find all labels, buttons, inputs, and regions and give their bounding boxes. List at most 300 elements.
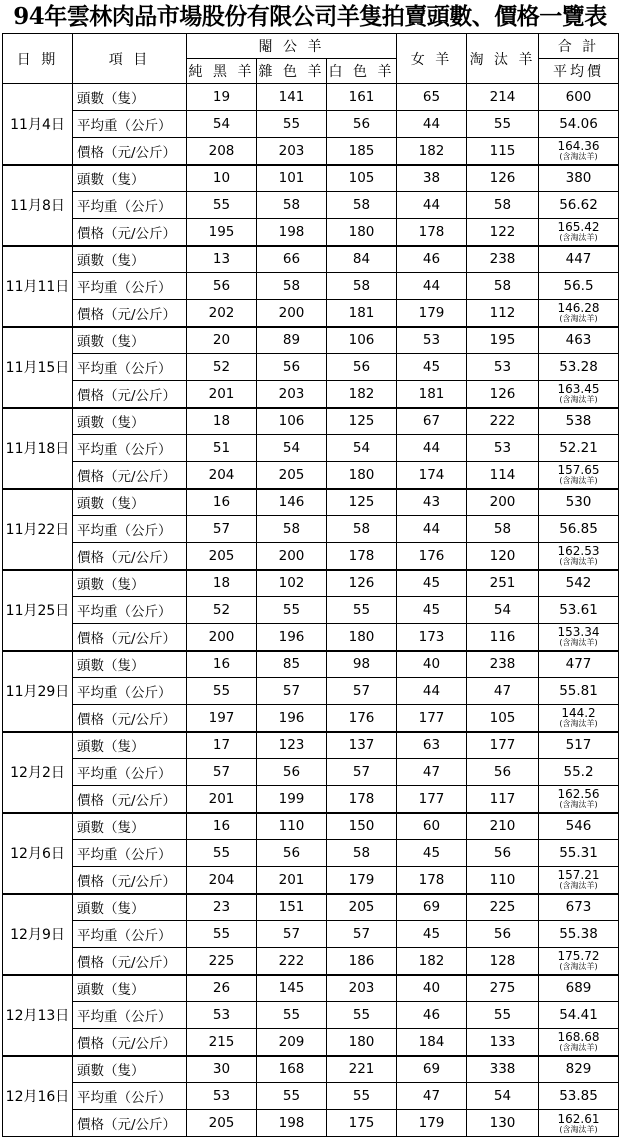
value-cell: 16 (187, 489, 257, 516)
value-cell: 177 (467, 732, 539, 759)
row-label: 頭數（隻） (73, 246, 187, 273)
value-cell: 201 (257, 867, 327, 894)
table-row (3, 597, 619, 624)
table-row (3, 1002, 619, 1029)
value-cell: 182 (397, 138, 467, 165)
value-cell: 30 (187, 1056, 257, 1083)
table-row (3, 543, 619, 570)
value-cell: 98 (327, 651, 397, 678)
value-cell: 38 (397, 165, 467, 192)
table-row (3, 138, 619, 165)
row-label: 平均重（公斤） (73, 759, 187, 786)
value-cell: 200 (467, 489, 539, 516)
table-row (3, 624, 619, 651)
total-price-note: (含淘汰羊) (559, 152, 598, 162)
value-cell: 43 (397, 489, 467, 516)
value-cell: 176 (397, 543, 467, 570)
row-label: 頭數（隻） (73, 327, 187, 354)
table-row (3, 327, 619, 354)
value-cell: 69 (397, 894, 467, 921)
value-cell: 195 (467, 327, 539, 354)
header-ram-group: 閹 公 羊 (187, 34, 397, 59)
value-cell: 673 (539, 894, 619, 921)
value-cell: 530 (539, 489, 619, 516)
value-cell: 56 (327, 354, 397, 381)
value-cell: 179 (397, 1110, 467, 1137)
value-cell: 177 (397, 786, 467, 813)
value-cell: 141 (257, 84, 327, 111)
row-label: 價格（元/公斤） (73, 786, 187, 813)
row-label: 平均重（公斤） (73, 597, 187, 624)
table-row (3, 732, 619, 759)
header-white: 白 色 羊 (327, 59, 397, 84)
value-cell: 196 (257, 624, 327, 651)
total-price-value: 162.61 (557, 1111, 600, 1126)
value-cell: 106 (327, 327, 397, 354)
total-price-note: (含淘汰羊) (559, 395, 598, 405)
value-cell: 52 (187, 354, 257, 381)
date-cell: 11月15日 (3, 327, 73, 408)
value-cell: 200 (187, 624, 257, 651)
total-price-cell (539, 543, 619, 570)
table-row (3, 516, 619, 543)
total-price-note: (含淘汰羊) (559, 1043, 598, 1053)
row-label: 平均重（公斤） (73, 273, 187, 300)
row-label: 平均重（公斤） (73, 678, 187, 705)
value-cell: 52 (187, 597, 257, 624)
value-cell: 45 (397, 570, 467, 597)
value-cell: 56 (467, 921, 539, 948)
total-price-value: 144.2 (561, 706, 596, 721)
value-cell: 380 (539, 165, 619, 192)
value-cell: 46 (397, 1002, 467, 1029)
value-cell: 55 (257, 111, 327, 138)
value-cell: 542 (539, 570, 619, 597)
value-cell: 209 (257, 1029, 327, 1056)
total-price-note: (含淘汰羊) (559, 476, 598, 486)
value-cell: 58 (257, 192, 327, 219)
value-cell: 180 (327, 1029, 397, 1056)
value-cell: 56 (327, 111, 397, 138)
value-cell: 67 (397, 408, 467, 435)
table-row (3, 894, 619, 921)
value-cell: 122 (467, 219, 539, 246)
value-cell: 57 (327, 678, 397, 705)
value-cell: 126 (467, 165, 539, 192)
value-cell: 180 (327, 624, 397, 651)
value-cell: 463 (539, 327, 619, 354)
value-cell: 123 (257, 732, 327, 759)
value-cell: 63 (397, 732, 467, 759)
table-row (3, 1110, 619, 1137)
value-cell: 116 (467, 624, 539, 651)
total-price-cell (539, 138, 619, 165)
row-label: 價格（元/公斤） (73, 462, 187, 489)
value-cell: 55 (187, 678, 257, 705)
value-cell: 55 (257, 597, 327, 624)
value-cell: 40 (397, 651, 467, 678)
value-cell: 54.41 (539, 1002, 619, 1029)
value-cell: 45 (397, 597, 467, 624)
value-cell: 18 (187, 408, 257, 435)
value-cell: 110 (467, 867, 539, 894)
value-cell: 17 (187, 732, 257, 759)
table-row (3, 111, 619, 138)
value-cell: 214 (467, 84, 539, 111)
total-price-value: 164.36 (557, 139, 600, 154)
value-cell: 205 (327, 894, 397, 921)
row-label: 價格（元/公斤） (73, 219, 187, 246)
value-cell: 45 (397, 840, 467, 867)
row-label: 價格（元/公斤） (73, 138, 187, 165)
value-cell: 182 (397, 948, 467, 975)
value-cell: 150 (327, 813, 397, 840)
value-cell: 137 (327, 732, 397, 759)
value-cell: 178 (397, 219, 467, 246)
value-cell: 200 (257, 300, 327, 327)
value-cell: 128 (467, 948, 539, 975)
header-pure-black: 純 黑 羊 (187, 59, 257, 84)
value-cell: 203 (327, 975, 397, 1002)
table-header (3, 34, 619, 84)
table-row (3, 1083, 619, 1110)
date-cell: 12月6日 (3, 813, 73, 894)
row-label: 平均重（公斤） (73, 192, 187, 219)
table-row (3, 813, 619, 840)
value-cell: 56 (187, 273, 257, 300)
value-cell: 180 (327, 219, 397, 246)
value-cell: 58 (327, 840, 397, 867)
total-price-note: (含淘汰羊) (559, 233, 598, 243)
row-label: 平均重（公斤） (73, 921, 187, 948)
value-cell: 55 (467, 111, 539, 138)
value-cell: 161 (327, 84, 397, 111)
value-cell: 57 (187, 516, 257, 543)
value-cell: 44 (397, 273, 467, 300)
value-cell: 58 (327, 273, 397, 300)
table-row (3, 192, 619, 219)
total-price-note: (含淘汰羊) (559, 638, 598, 648)
value-cell: 197 (187, 705, 257, 732)
value-cell: 19 (187, 84, 257, 111)
value-cell: 517 (539, 732, 619, 759)
value-cell: 56 (257, 759, 327, 786)
row-label: 平均重（公斤） (73, 840, 187, 867)
value-cell: 84 (327, 246, 397, 273)
table-row (3, 246, 619, 273)
value-cell: 53.85 (539, 1083, 619, 1110)
value-cell: 10 (187, 165, 257, 192)
total-price-note: (含淘汰羊) (559, 962, 598, 972)
value-cell: 221 (327, 1056, 397, 1083)
value-cell: 145 (257, 975, 327, 1002)
total-price-value: 163.45 (557, 382, 600, 397)
value-cell: 53.61 (539, 597, 619, 624)
table-row (3, 678, 619, 705)
table-row (3, 651, 619, 678)
table-row (3, 840, 619, 867)
table-row (3, 219, 619, 246)
date-cell: 11月25日 (3, 570, 73, 651)
table-row (3, 921, 619, 948)
value-cell: 151 (257, 894, 327, 921)
value-cell: 55 (187, 921, 257, 948)
value-cell: 55 (327, 1002, 397, 1029)
value-cell: 45 (397, 354, 467, 381)
value-cell: 338 (467, 1056, 539, 1083)
value-cell: 44 (397, 678, 467, 705)
value-cell: 181 (397, 381, 467, 408)
value-cell: 204 (187, 867, 257, 894)
value-cell: 110 (257, 813, 327, 840)
page-title: 94年雲林肉品市場股份有限公司羊隻拍賣頭數、價格一覽表 (13, 3, 607, 30)
row-label: 頭數（隻） (73, 651, 187, 678)
value-cell: 175 (327, 1110, 397, 1137)
header-culled: 淘 汰 羊 (467, 34, 539, 84)
value-cell: 58 (467, 516, 539, 543)
value-cell: 173 (397, 624, 467, 651)
value-cell: 196 (257, 705, 327, 732)
table-row (3, 1029, 619, 1056)
value-cell: 275 (467, 975, 539, 1002)
value-cell: 56 (257, 840, 327, 867)
header-avg-price: 平均價 (539, 59, 619, 84)
value-cell: 85 (257, 651, 327, 678)
value-cell: 13 (187, 246, 257, 273)
value-cell: 600 (539, 84, 619, 111)
total-price-cell (539, 1029, 619, 1056)
value-cell: 60 (397, 813, 467, 840)
total-price-cell (539, 1110, 619, 1137)
header-female: 女 羊 (397, 34, 467, 84)
value-cell: 55 (327, 597, 397, 624)
value-cell: 201 (187, 786, 257, 813)
total-price-value: 157.65 (557, 463, 600, 478)
value-cell: 447 (539, 246, 619, 273)
row-label: 平均重（公斤） (73, 111, 187, 138)
total-price-value: 153.34 (557, 625, 600, 640)
value-cell: 54 (467, 597, 539, 624)
value-cell: 54 (257, 435, 327, 462)
row-label: 價格（元/公斤） (73, 624, 187, 651)
value-cell: 101 (257, 165, 327, 192)
table-row (3, 1056, 619, 1083)
row-label: 價格（元/公斤） (73, 381, 187, 408)
header-date: 日 期 (3, 34, 73, 84)
value-cell: 251 (467, 570, 539, 597)
value-cell: 56.5 (539, 273, 619, 300)
value-cell: 16 (187, 813, 257, 840)
value-cell: 202 (187, 300, 257, 327)
value-cell: 126 (327, 570, 397, 597)
table-row (3, 84, 619, 111)
value-cell: 55.2 (539, 759, 619, 786)
value-cell: 538 (539, 408, 619, 435)
table-row (3, 948, 619, 975)
value-cell: 23 (187, 894, 257, 921)
value-cell: 114 (467, 462, 539, 489)
row-label: 頭數（隻） (73, 1056, 187, 1083)
value-cell: 120 (467, 543, 539, 570)
value-cell: 52.21 (539, 435, 619, 462)
total-price-cell (539, 705, 619, 732)
value-cell: 179 (327, 867, 397, 894)
value-cell: 45 (397, 921, 467, 948)
date-cell: 11月11日 (3, 246, 73, 327)
value-cell: 54.06 (539, 111, 619, 138)
value-cell: 205 (187, 1110, 257, 1137)
row-label: 平均重（公斤） (73, 435, 187, 462)
total-price-cell (539, 786, 619, 813)
table-row (3, 489, 619, 516)
value-cell: 55.31 (539, 840, 619, 867)
total-price-value: 165.42 (557, 220, 600, 235)
value-cell: 222 (467, 408, 539, 435)
row-label: 價格（元/公斤） (73, 300, 187, 327)
row-label: 頭數（隻） (73, 732, 187, 759)
date-cell: 11月18日 (3, 408, 73, 489)
row-label: 頭數（隻） (73, 408, 187, 435)
value-cell: 56 (467, 759, 539, 786)
value-cell: 225 (187, 948, 257, 975)
value-cell: 57 (327, 921, 397, 948)
value-cell: 44 (397, 111, 467, 138)
date-cell: 11月4日 (3, 84, 73, 165)
value-cell: 65 (397, 84, 467, 111)
table-row (3, 570, 619, 597)
total-price-note: (含淘汰羊) (559, 314, 598, 324)
value-cell: 105 (467, 705, 539, 732)
value-cell: 185 (327, 138, 397, 165)
value-cell: 26 (187, 975, 257, 1002)
total-price-note: (含淘汰羊) (559, 800, 598, 810)
value-cell: 57 (257, 921, 327, 948)
total-price-value: 157.21 (557, 868, 600, 883)
value-cell: 125 (327, 408, 397, 435)
row-label: 頭數（隻） (73, 975, 187, 1002)
value-cell: 55.38 (539, 921, 619, 948)
value-cell: 56.62 (539, 192, 619, 219)
header-item: 項 目 (73, 34, 187, 84)
total-price-cell (539, 300, 619, 327)
value-cell: 106 (257, 408, 327, 435)
value-cell: 238 (467, 246, 539, 273)
value-cell: 238 (467, 651, 539, 678)
value-cell: 46 (397, 246, 467, 273)
row-label: 頭數（隻） (73, 489, 187, 516)
row-label: 頭數（隻） (73, 165, 187, 192)
total-price-value: 162.56 (557, 787, 600, 802)
value-cell: 53 (467, 354, 539, 381)
value-cell: 56 (257, 354, 327, 381)
auction-table (2, 33, 619, 1137)
total-price-cell (539, 462, 619, 489)
value-cell: 53 (397, 327, 467, 354)
table-row (3, 462, 619, 489)
total-price-note: (含淘汰羊) (559, 557, 598, 567)
value-cell: 58 (257, 273, 327, 300)
date-cell: 12月13日 (3, 975, 73, 1056)
row-label: 頭數（隻） (73, 84, 187, 111)
value-cell: 53 (187, 1002, 257, 1029)
total-price-note: (含淘汰羊) (559, 881, 598, 891)
value-cell: 16 (187, 651, 257, 678)
value-cell: 55 (257, 1083, 327, 1110)
value-cell: 829 (539, 1056, 619, 1083)
value-cell: 176 (327, 705, 397, 732)
value-cell: 186 (327, 948, 397, 975)
row-label: 價格（元/公斤） (73, 1110, 187, 1137)
header-total: 合 計 (539, 34, 619, 59)
value-cell: 117 (467, 786, 539, 813)
value-cell: 195 (187, 219, 257, 246)
value-cell: 546 (539, 813, 619, 840)
table-row (3, 435, 619, 462)
table-row (3, 759, 619, 786)
total-price-note: (含淘汰羊) (559, 719, 598, 729)
value-cell: 184 (397, 1029, 467, 1056)
value-cell: 55 (187, 840, 257, 867)
value-cell: 44 (397, 192, 467, 219)
value-cell: 55 (187, 192, 257, 219)
value-cell: 198 (257, 1110, 327, 1137)
value-cell: 89 (257, 327, 327, 354)
total-price-value: 175.72 (557, 949, 600, 964)
value-cell: 55 (257, 1002, 327, 1029)
value-cell: 44 (397, 516, 467, 543)
value-cell: 177 (397, 705, 467, 732)
row-label: 價格（元/公斤） (73, 543, 187, 570)
value-cell: 55 (327, 1083, 397, 1110)
date-cell: 12月2日 (3, 732, 73, 813)
row-label: 頭數（隻） (73, 813, 187, 840)
date-cell: 12月9日 (3, 894, 73, 975)
value-cell: 57 (187, 759, 257, 786)
value-cell: 133 (467, 1029, 539, 1056)
row-label: 平均重（公斤） (73, 1002, 187, 1029)
date-cell: 11月22日 (3, 489, 73, 570)
total-price-cell (539, 219, 619, 246)
value-cell: 225 (467, 894, 539, 921)
total-price-value: 168.68 (557, 1030, 600, 1045)
total-price-cell (539, 381, 619, 408)
row-label: 平均重（公斤） (73, 516, 187, 543)
value-cell: 477 (539, 651, 619, 678)
value-cell: 215 (187, 1029, 257, 1056)
value-cell: 102 (257, 570, 327, 597)
value-cell: 51 (187, 435, 257, 462)
value-cell: 178 (397, 867, 467, 894)
row-label: 價格（元/公斤） (73, 948, 187, 975)
value-cell: 47 (397, 759, 467, 786)
value-cell: 58 (467, 273, 539, 300)
value-cell: 54 (187, 111, 257, 138)
value-cell: 55 (467, 1002, 539, 1029)
value-cell: 58 (327, 192, 397, 219)
value-cell: 205 (187, 543, 257, 570)
row-label: 平均重（公斤） (73, 354, 187, 381)
table-body (3, 84, 619, 1137)
table-row (3, 408, 619, 435)
value-cell: 55.81 (539, 678, 619, 705)
value-cell: 208 (187, 138, 257, 165)
total-price-cell (539, 624, 619, 651)
total-price-cell (539, 948, 619, 975)
value-cell: 115 (467, 138, 539, 165)
value-cell: 112 (467, 300, 539, 327)
value-cell: 201 (187, 381, 257, 408)
table-row (3, 705, 619, 732)
